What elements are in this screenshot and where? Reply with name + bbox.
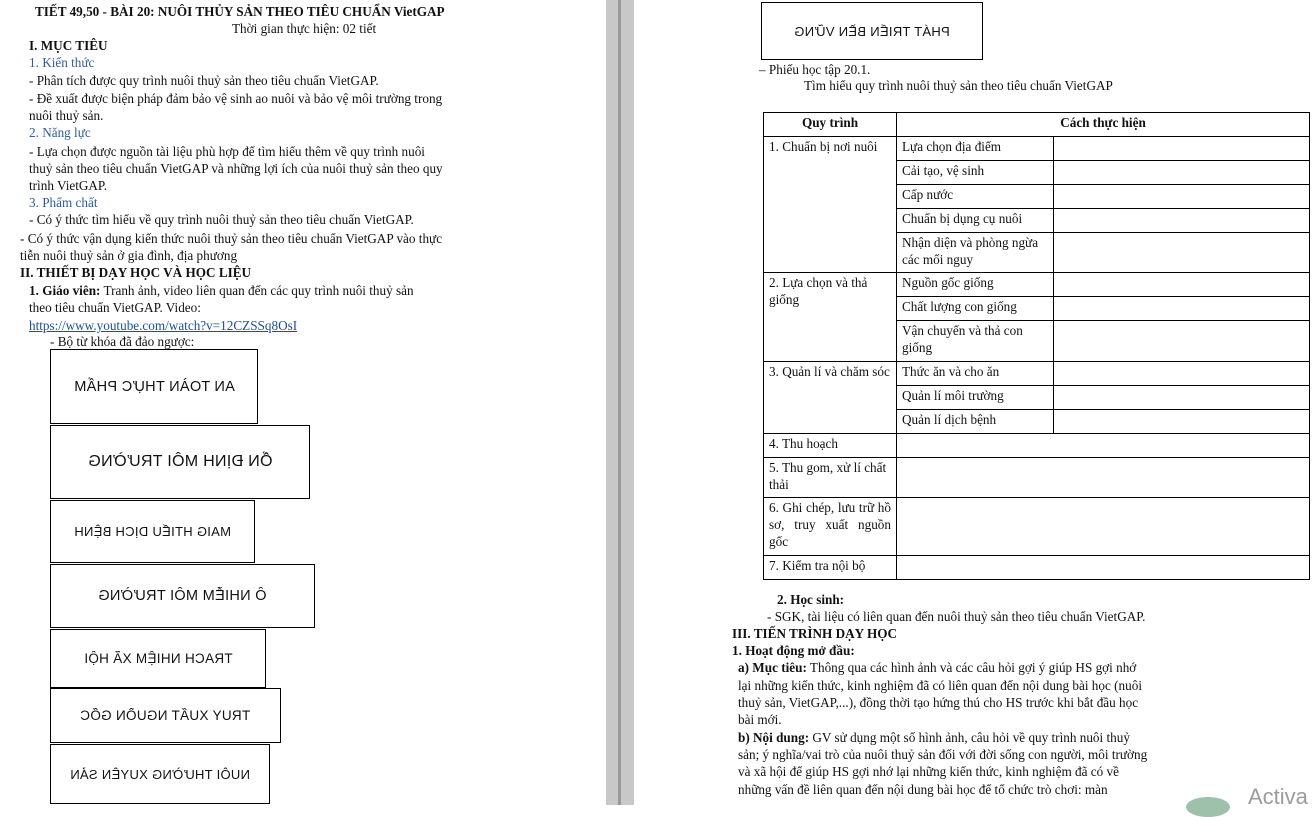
quality-item: - Có ý thức tìm hiểu về quy trình nuôi thuỷ sản theo tiêu chuẩn VietGAP.	[29, 212, 414, 227]
section-process-heading: III. TIẾN TRÌNH DẠY HỌC	[732, 626, 898, 641]
step-item: Thức ăn và cho ăn	[897, 362, 1054, 386]
keyword-box	[50, 688, 281, 743]
video-link[interactable]: https://www.youtube.com/watch?v=12CZSSq8OsI	[29, 318, 298, 333]
teacher-line	[29, 283, 414, 299]
table-row	[764, 362, 1310, 386]
objective-line	[738, 660, 1136, 676]
competency-heading: 2. Năng lực	[29, 125, 91, 140]
answer-cell[interactable]	[1054, 273, 1310, 297]
content-line: sản; ý nghĩa/vai trò của nuôi thuỷ sản đối với đời sống con người, môi trường	[738, 747, 1148, 762]
step-item: Cải tạo, vệ sinh	[897, 161, 1054, 185]
table-row	[764, 498, 1310, 556]
knowledge-heading: 1. Kiến thức	[29, 55, 95, 70]
keyword-text: Ô NHIỄM MÔI TRƯỜNG	[98, 588, 267, 604]
step-item: Nguồn gốc giống	[897, 273, 1054, 297]
section-objectives-heading: I. MỤC TIÊU	[29, 38, 108, 53]
keyword-box	[50, 564, 315, 628]
answer-cell[interactable]	[1054, 410, 1310, 434]
activation-watermark: Activa	[1248, 784, 1308, 809]
keyword-text: ỔN ĐỊNH MÔI TRƯỜNG	[87, 453, 273, 470]
lesson-duration: Thời gian thực hiện: 02 tiết	[232, 21, 377, 36]
objective-text: Thông qua các hình ảnh và các câu hỏi gợi ý giúp HS gợi nhớ	[806, 660, 1137, 675]
knowledge-item: - Phân tích được quy trình nuôi thuỷ sản theo tiêu chuẩn VietGAP.	[29, 73, 379, 88]
answer-cell[interactable]	[1054, 185, 1310, 209]
table-header: Cách thực hiện	[897, 113, 1310, 137]
student-text: - SGK, tài liệu có liên quan đến nuôi thuỷ sản theo tiêu chuẩn VietGAP.	[767, 609, 1146, 624]
keyword-box	[50, 500, 255, 563]
answer-cell[interactable]	[897, 556, 1310, 580]
page-gutter	[606, 0, 634, 805]
content-line	[738, 730, 1130, 746]
step-item: Chuẩn bị dụng cụ nuôi	[897, 209, 1054, 233]
teacher-label: 1. Giáo viên:	[29, 283, 101, 298]
keyword-intro: - Bộ từ khóa đã đảo ngược:	[50, 334, 195, 349]
decorative-image-fragment	[1186, 797, 1230, 817]
table-row	[764, 273, 1310, 297]
answer-cell[interactable]	[1054, 161, 1310, 185]
worksheet-label: – Phiếu học tập 20.1.	[759, 62, 871, 77]
student-heading: 2. Học sinh:	[777, 592, 845, 607]
objective-label: a) Mục tiêu:	[738, 660, 807, 675]
quality-item: - Có ý thức vận dụng kiến thức nuôi thuỷ sản theo tiêu chuẩn VietGAP vào thực	[20, 231, 443, 246]
table-header: Quy trình	[764, 113, 897, 137]
answer-cell[interactable]	[1054, 297, 1310, 321]
right-page	[634, 0, 1313, 805]
process-step: 3. Quản lí và chăm sóc	[764, 362, 897, 434]
step-item: Chất lượng con giống	[897, 297, 1054, 321]
keyword-box	[761, 2, 983, 60]
table-row	[764, 458, 1310, 498]
keyword-box	[50, 425, 310, 499]
answer-cell[interactable]	[897, 458, 1310, 498]
worksheet-table	[763, 112, 1310, 580]
process-step: 6. Ghi chép, lưu trữ hồ sơ, truy xuất nguồn gốc	[764, 498, 897, 556]
content-text: GV sử dụng một số hình ảnh, câu hỏi về quy trình nuôi thuỷ	[809, 730, 1130, 745]
process-step: 7. Kiểm tra nội bộ	[764, 556, 897, 580]
competency-item-cont: thuỷ sản theo tiêu chuẩn VietGAP và những lợi ích của nuôi thuỷ sản theo quy	[29, 161, 443, 176]
objective-line: lại những kiến thức, kinh nghiệm đã có liên quan đến nội dung bài học (nuôi	[738, 678, 1142, 693]
content-line: những vấn đề liên quan đến nội dung bài học để tổ chức trò chơi: màn	[738, 782, 1108, 797]
table-row	[764, 556, 1310, 580]
keyword-text: NUÔI THƯỜNG XUYÊN SẢN	[70, 766, 250, 782]
keyword-box	[50, 349, 258, 424]
lesson-title: TIẾT 49,50 - BÀI 20: NUÔI THỦY SẢN THEO TIÊU CHUẨN VietGAP	[35, 4, 445, 19]
answer-cell[interactable]	[1054, 209, 1310, 233]
quality-item-cont: tiễn nuôi thuỷ sản ở gia đình, địa phương	[20, 248, 238, 263]
answer-cell[interactable]	[1054, 233, 1310, 273]
content-line: và xã hội để giúp HS gợi nhớ lại những kiến thức, kinh nghiệm đã có về	[738, 764, 1119, 779]
keyword-text: TRACH NHIỆM XÃ HỘI	[83, 651, 233, 666]
knowledge-item: - Đề xuất được biện pháp đảm bảo vệ sinh ao nuôi và bảo vệ môi trường trong	[29, 91, 443, 106]
answer-cell[interactable]	[1054, 137, 1310, 161]
keyword-box	[50, 744, 270, 804]
answer-cell[interactable]	[897, 498, 1310, 556]
step-item: Quản lí dịch bệnh	[897, 410, 1054, 434]
content-label: b) Nội dung:	[738, 730, 810, 745]
table-row	[764, 434, 1310, 458]
process-step: 4. Thu hoạch	[764, 434, 897, 458]
answer-cell[interactable]	[1054, 386, 1310, 410]
step-item: Nhận diện và phòng ngừa các mối nguy	[897, 233, 1054, 273]
answer-cell[interactable]	[1054, 362, 1310, 386]
step-item: Lựa chọn địa điểm	[897, 137, 1054, 161]
teacher-text: Tranh ảnh, video liên quan đến các quy trình nuôi thuỷ sản	[100, 283, 414, 298]
teacher-text-cont: theo tiêu chuẩn VietGAP. Video:	[29, 300, 201, 315]
objective-line: bài mới.	[738, 712, 782, 727]
step-item: Vận chuyển và thả con giống	[897, 321, 1054, 362]
keyword-text: PHÁT TRIỂN BỀN VỮNG	[794, 23, 950, 39]
competency-item-cont: trình VietGAP.	[29, 178, 108, 193]
step-item: Cấp nước	[897, 185, 1054, 209]
process-step: 2. Lựa chọn và thả giống	[764, 273, 897, 362]
quality-heading: 3. Phẩm chất	[29, 195, 98, 210]
objective-line: thuỷ sản, VietGAP,...), đồng thời tạo hứng thú cho HS trước khi bắt đầu học	[738, 695, 1139, 710]
keyword-text: TRUY XUẤT NGUỒN GỐC	[80, 708, 251, 723]
answer-cell[interactable]	[897, 434, 1310, 458]
activity-heading: 1. Hoạt động mở đầu:	[732, 643, 855, 658]
left-page	[0, 0, 606, 805]
keyword-box	[50, 629, 266, 688]
worksheet-title: Tìm hiểu quy trình nuôi thuỷ sản theo tiêu chuẩn VietGAP	[804, 78, 1113, 93]
step-item: Quản lí môi trường	[897, 386, 1054, 410]
process-step: 5. Thu gom, xử lí chất thải	[764, 458, 897, 498]
keyword-text: MAIG HTIẾU DỊCH BỆNH	[74, 524, 231, 539]
keyword-text: AN TOÀN THỰC PHẨM	[73, 378, 235, 395]
answer-cell[interactable]	[1054, 321, 1310, 362]
table-row	[764, 137, 1310, 161]
section-equipment-heading: II. THIẾT BỊ DẠY HỌC VÀ HỌC LIỆU	[20, 265, 252, 280]
process-step: 1. Chuẩn bị nơi nuôi	[764, 137, 897, 273]
competency-item: - Lựa chọn được nguồn tài liệu phù hợp để tìm hiểu thêm về quy trình nuôi	[29, 144, 425, 159]
knowledge-item-cont: nuôi thuỷ sản.	[29, 108, 104, 123]
